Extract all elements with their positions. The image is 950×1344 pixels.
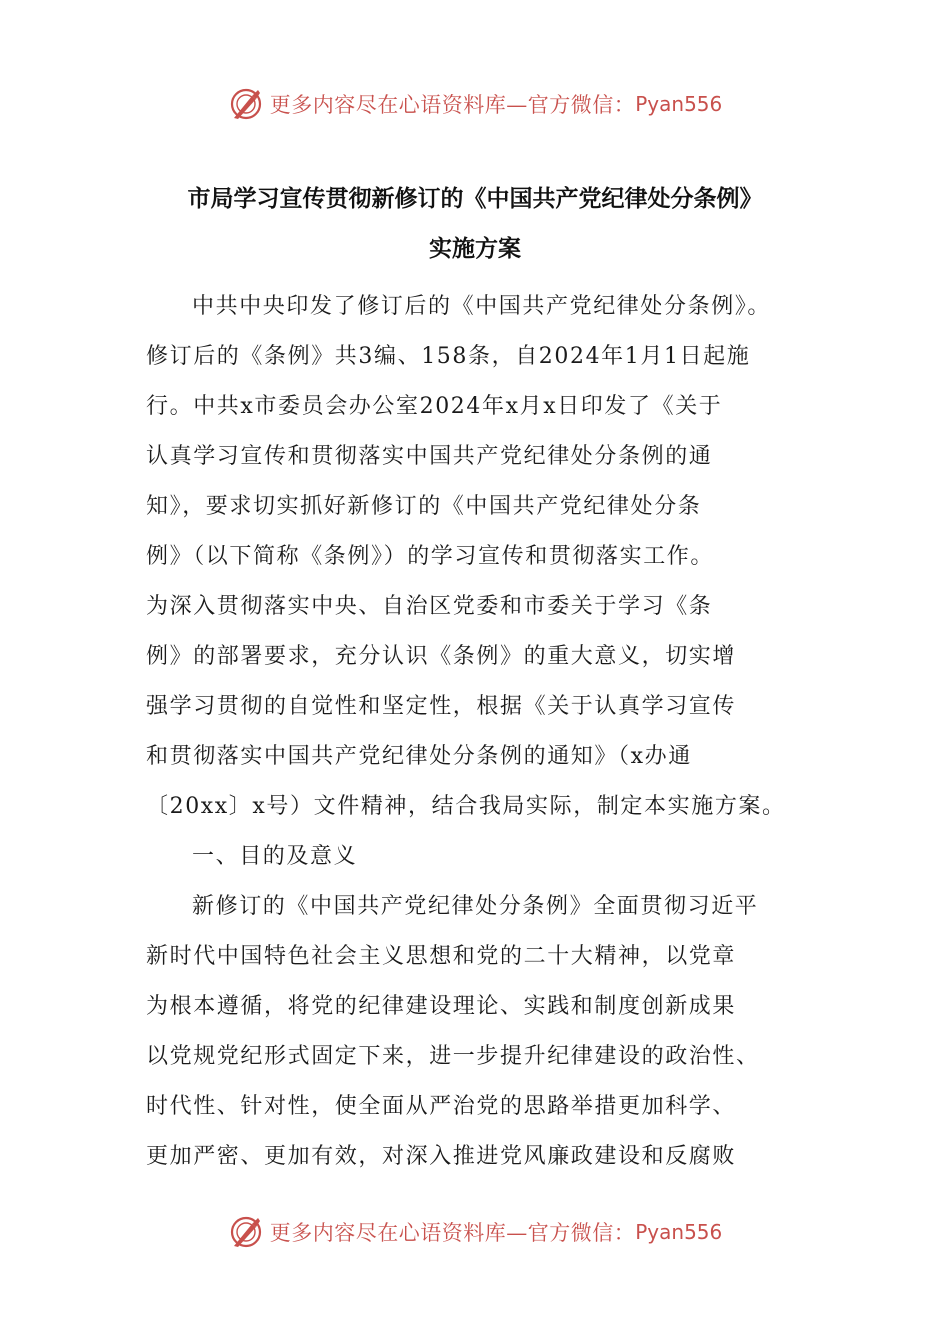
- pen-logo-icon: [228, 1214, 264, 1250]
- paragraph1-line: 为深入贯彻落实中央、自治区党委和市委关于学习《条: [146, 594, 713, 619]
- document-title-line1: 市局学习宣传贯彻新修订的《中国共产党纪律处分条例》: [187, 186, 763, 212]
- paragraph2-line: 时代性、针对性，使全面从严治党的思路举措更加科学、: [146, 1094, 737, 1119]
- pen-logo-icon: [228, 86, 264, 122]
- watermark-wechat-id: Pyan556: [635, 1220, 723, 1244]
- paragraph2-line: 新时代中国特色社会主义思想和党的二十大精神，以党章: [146, 944, 737, 969]
- document-body: [146, 290, 836, 1190]
- section-heading: 一、目的及意义: [192, 844, 358, 869]
- paragraph1-line: 例》（以下简称《条例》）的学习宣传和贯彻落实工作。: [146, 544, 715, 569]
- paragraph2-line: 为根本遵循，将党的纪律建设理论、实践和制度创新成果: [146, 994, 737, 1019]
- paragraph1-line: 认真学习宣传和贯彻落实中国共产党纪律处分条例的通: [146, 444, 713, 469]
- paragraph1-line: 修订后的《条例》共3编、158条，自2024年1月1日起施: [146, 344, 751, 369]
- paragraph2-line: 以党规党纪形式固定下来，进一步提升纪律建设的政治性、: [146, 1044, 760, 1069]
- footer-watermark: [0, 1210, 950, 1254]
- paragraph1-line: 和贯彻落实中国共产党纪律处分条例的通知》（x办通: [146, 744, 692, 769]
- paragraph2-line: 更加严密、更加有效，对深入推进党风廉政建设和反腐败: [146, 1144, 737, 1169]
- watermark-wechat-id: Pyan556: [635, 92, 723, 116]
- paragraph1-line: 知》，要求切实抓好新修订的《中国共产党纪律处分条: [146, 494, 702, 519]
- paragraph2-line: 新修订的《中国共产党纪律处分条例》全面贯彻习近平: [192, 894, 759, 919]
- paragraph1-line: 〔20xx〕x号）文件精神，结合我局实际，制定本实施方案。: [146, 794, 786, 819]
- paragraph1-line: 强学习贯彻的自觉性和坚定性，根据《关于认真学习宣传: [146, 694, 737, 719]
- header-watermark: [0, 82, 950, 126]
- watermark-text: 更多内容尽在心语资料库—官方微信：: [269, 1221, 636, 1245]
- paragraph1-line: 中共中央印发了修订后的《中国共产党纪律处分条例》。: [192, 294, 772, 319]
- paragraph1-line: 例》的部署要求，充分认识《条例》的重大意义，切实增: [146, 644, 737, 669]
- watermark-text: 更多内容尽在心语资料库—官方微信：: [269, 93, 636, 117]
- document-title-line2: 实施方案: [429, 236, 521, 262]
- paragraph1-line: 行。中共x市委员会办公室2024年x月x日印发了《关于: [146, 394, 723, 419]
